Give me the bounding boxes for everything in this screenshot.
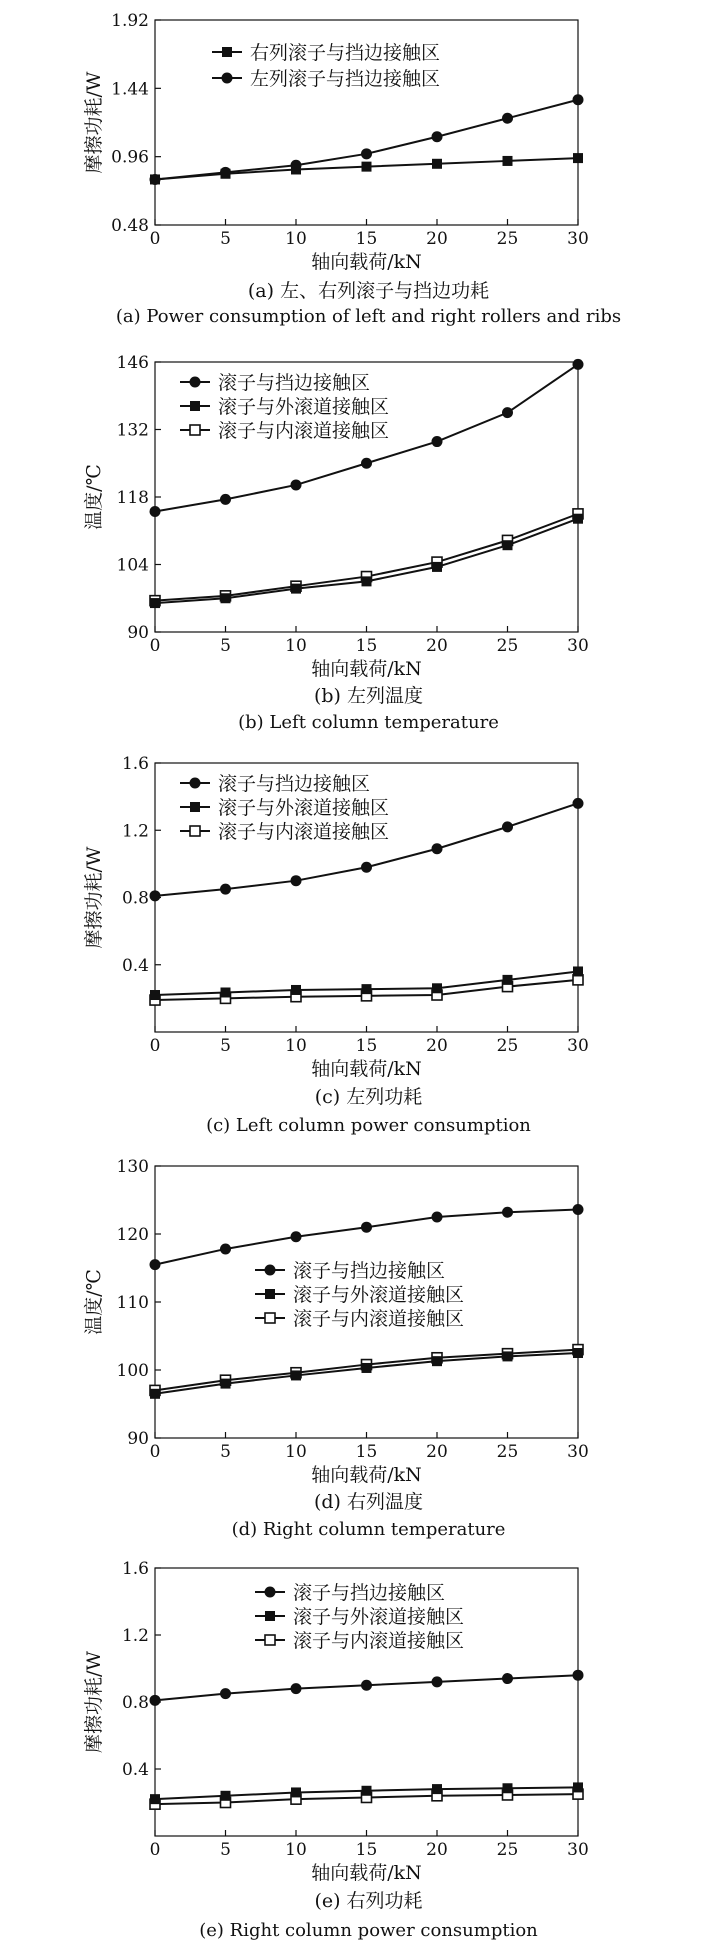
series-line [155,514,578,601]
data-point [362,162,372,172]
x-tick-label: 0 [149,1036,161,1056]
data-point [220,884,231,895]
legend-label: 滚子与外滚道接触区 [218,396,390,418]
y-tick-label: 130 [116,1157,149,1177]
data-point [221,169,231,179]
legend-label: 滚子与内滚道接触区 [293,1308,465,1330]
x-tick-label: 10 [285,636,307,656]
x-tick-label: 25 [496,1442,519,1462]
data-point [432,983,442,993]
data-point [150,1695,161,1706]
data-point [502,113,513,124]
data-point [150,598,160,608]
data-point [503,1783,513,1793]
chart-d [83,1157,589,1540]
data-point [503,156,513,166]
data-point [220,1688,231,1699]
legend-label: 左列滚子与挡边接触区 [250,68,441,90]
data-point [573,1670,584,1681]
legend-label: 滚子与挡边接触区 [293,1260,446,1282]
caption-cn: (c) 左列功耗 [314,1086,423,1108]
data-point [291,479,302,490]
y-tick-label: 146 [116,353,149,373]
x-tick-label: 30 [567,1036,589,1056]
legend-marker [222,73,233,84]
data-point [221,593,231,603]
data-point [573,359,584,370]
x-tick-label: 25 [496,229,519,249]
legend-marker [190,778,201,789]
data-point [291,584,301,594]
legend-marker [265,1611,275,1621]
x-tick-label: 5 [220,229,231,249]
data-point [503,540,513,550]
legend-label: 滚子与外滚道接触区 [218,797,390,819]
data-point [573,514,583,524]
y-tick-label: 100 [116,1361,149,1381]
data-point [361,148,372,159]
y-tick-label: 90 [127,1429,149,1449]
legend-marker [190,377,201,388]
caption-en: (c) Left column power consumption [206,1115,531,1136]
data-point [221,1791,231,1801]
x-tick-label: 25 [496,1036,519,1056]
data-point [291,985,301,995]
data-point [573,94,584,105]
data-point [361,458,372,469]
y-tick-label: 0.4 [121,955,149,976]
data-point [502,407,513,418]
data-point [362,576,372,586]
data-point [150,1259,161,1270]
legend-label: 滚子与内滚道接触区 [293,1630,465,1652]
y-tick-label: 120 [116,1225,149,1245]
data-point [150,506,161,517]
data-point [362,984,372,994]
x-tick-label: 30 [567,1442,589,1462]
caption-en: (b) Left column temperature [238,712,499,733]
legend-marker [190,425,200,435]
data-point [291,1370,301,1380]
data-point [221,987,231,997]
x-tick-label: 25 [496,636,519,656]
caption-cn: (a) 左、右列滚子与挡边功耗 [247,280,490,302]
legend-marker [265,1313,275,1323]
caption-en: (e) Right column power consumption [199,1920,538,1941]
legend-label: 右列滚子与挡边接触区 [250,42,441,64]
data-point [361,1222,372,1233]
x-tick-label: 20 [426,1442,448,1462]
data-point [573,798,584,809]
data-point [432,131,443,142]
x-axis-title: 轴向载荷/kN [311,1058,422,1080]
y-tick-label: 110 [116,1293,149,1313]
data-point [432,1356,442,1366]
x-tick-label: 30 [567,1840,589,1860]
y-tick-label: 0.96 [111,147,149,168]
data-point [291,1787,301,1797]
x-tick-label: 15 [355,1036,378,1056]
legend-label: 滚子与挡边接触区 [218,372,371,394]
data-point [432,436,443,447]
legend-marker [265,1265,276,1276]
data-point [432,1784,442,1794]
data-point [573,1348,583,1358]
x-tick-label: 20 [426,636,448,656]
x-tick-label: 30 [567,229,589,249]
y-tick-label: 1.6 [121,1559,149,1579]
x-tick-label: 25 [496,1840,519,1860]
legend-label: 滚子与外滚道接触区 [293,1606,465,1628]
data-point [221,1379,231,1389]
chart-c [83,754,589,1136]
x-tick-label: 0 [149,229,161,249]
caption-cn: (d) 右列温度 [313,1491,424,1513]
x-tick-label: 20 [426,1840,448,1860]
legend-label: 滚子与挡边接触区 [218,773,371,795]
y-axis-title: 摩擦功耗/W [83,71,105,174]
data-point [573,1204,584,1215]
caption-cn: (b) 左列温度 [313,685,424,707]
x-tick-label: 20 [426,229,448,249]
x-tick-label: 10 [285,1036,307,1056]
y-axis-title: 摩擦功耗/W [83,1651,105,1753]
x-tick-label: 0 [149,1840,161,1860]
x-axis-title: 轴向载荷/kN [311,251,422,273]
y-tick-label: 104 [116,555,149,576]
y-tick-label: 0.48 [111,216,149,236]
data-point [432,562,442,572]
data-point [503,975,513,985]
x-tick-label: 15 [355,1442,378,1462]
x-axis-title: 轴向载荷/kN [311,658,422,680]
legend-label: 滚子与挡边接触区 [293,1582,446,1604]
data-point [502,1673,513,1684]
data-point [150,890,161,901]
legend-label: 滚子与外滚道接触区 [293,1284,465,1306]
x-tick-label: 5 [220,1442,231,1462]
x-tick-label: 15 [355,636,378,656]
y-axis-title: 温度/℃ [83,464,105,530]
data-point [150,174,160,184]
data-point [220,1243,231,1254]
x-tick-label: 0 [149,636,161,656]
y-tick-label: 118 [116,488,149,508]
caption-cn: (e) 右列功耗 [314,1890,423,1912]
data-point [220,494,231,505]
y-tick-label: 0.4 [121,1760,149,1780]
legend-marker [265,1635,275,1645]
y-tick-label: 1.44 [111,79,149,100]
data-point [361,1680,372,1691]
chart-a [83,11,621,327]
x-tick-label: 20 [426,1036,448,1056]
y-tick-label: 132 [116,420,149,441]
legend-marker [265,1587,276,1598]
data-point [291,1231,302,1242]
legend-marker [190,802,200,812]
series-line [155,1210,578,1265]
x-tick-label: 10 [285,1840,307,1860]
data-point [432,1676,443,1687]
data-point [432,1212,443,1223]
y-tick-label: 0.8 [121,888,149,909]
y-tick-label: 1.2 [121,1626,149,1646]
data-point [291,164,301,174]
y-tick-label: 1.6 [121,754,149,774]
data-point [502,821,513,832]
data-point [432,843,443,854]
data-point [291,875,302,886]
data-point [503,1351,513,1361]
data-point [150,1794,160,1804]
y-tick-label: 1.2 [121,821,149,842]
y-tick-label: 1.92 [111,11,149,31]
x-tick-label: 5 [220,636,231,656]
caption-en: (d) Right column temperature [231,1519,506,1540]
data-point [573,153,583,163]
legend-marker [265,1289,275,1299]
y-tick-label: 90 [127,623,149,643]
data-point [573,966,583,976]
x-tick-label: 0 [149,1442,161,1462]
data-point [362,1786,372,1796]
legend-marker [222,47,232,57]
data-point [432,159,442,169]
legend-marker [190,826,200,836]
x-tick-label: 15 [355,1840,378,1860]
x-tick-label: 5 [220,1036,231,1056]
data-point [150,1389,160,1399]
data-point [291,1683,302,1694]
legend-label: 滚子与内滚道接触区 [218,420,390,442]
y-axis-title: 温度/℃ [83,1269,105,1335]
data-point [502,1207,513,1218]
x-axis-title: 轴向载荷/kN [311,1862,422,1884]
y-axis-title: 摩擦功耗/W [83,846,105,949]
x-axis-title: 轴向载荷/kN [311,1464,422,1486]
x-tick-label: 30 [567,636,589,656]
chart-e [83,1559,589,1941]
legend-label: 滚子与内滚道接触区 [218,821,390,843]
caption-en: (a) Power consumption of left and right rollers and ribs [115,306,622,327]
data-point [362,1363,372,1373]
x-tick-label: 10 [285,1442,307,1462]
x-tick-label: 15 [355,229,378,249]
x-tick-label: 10 [285,229,307,249]
chart-b [83,353,589,733]
data-point [361,862,372,873]
y-tick-label: 0.8 [121,1693,149,1713]
data-point [573,1782,583,1792]
data-point [150,990,160,1000]
legend-marker [190,401,200,411]
x-tick-label: 5 [220,1840,231,1860]
series-line [155,519,578,603]
